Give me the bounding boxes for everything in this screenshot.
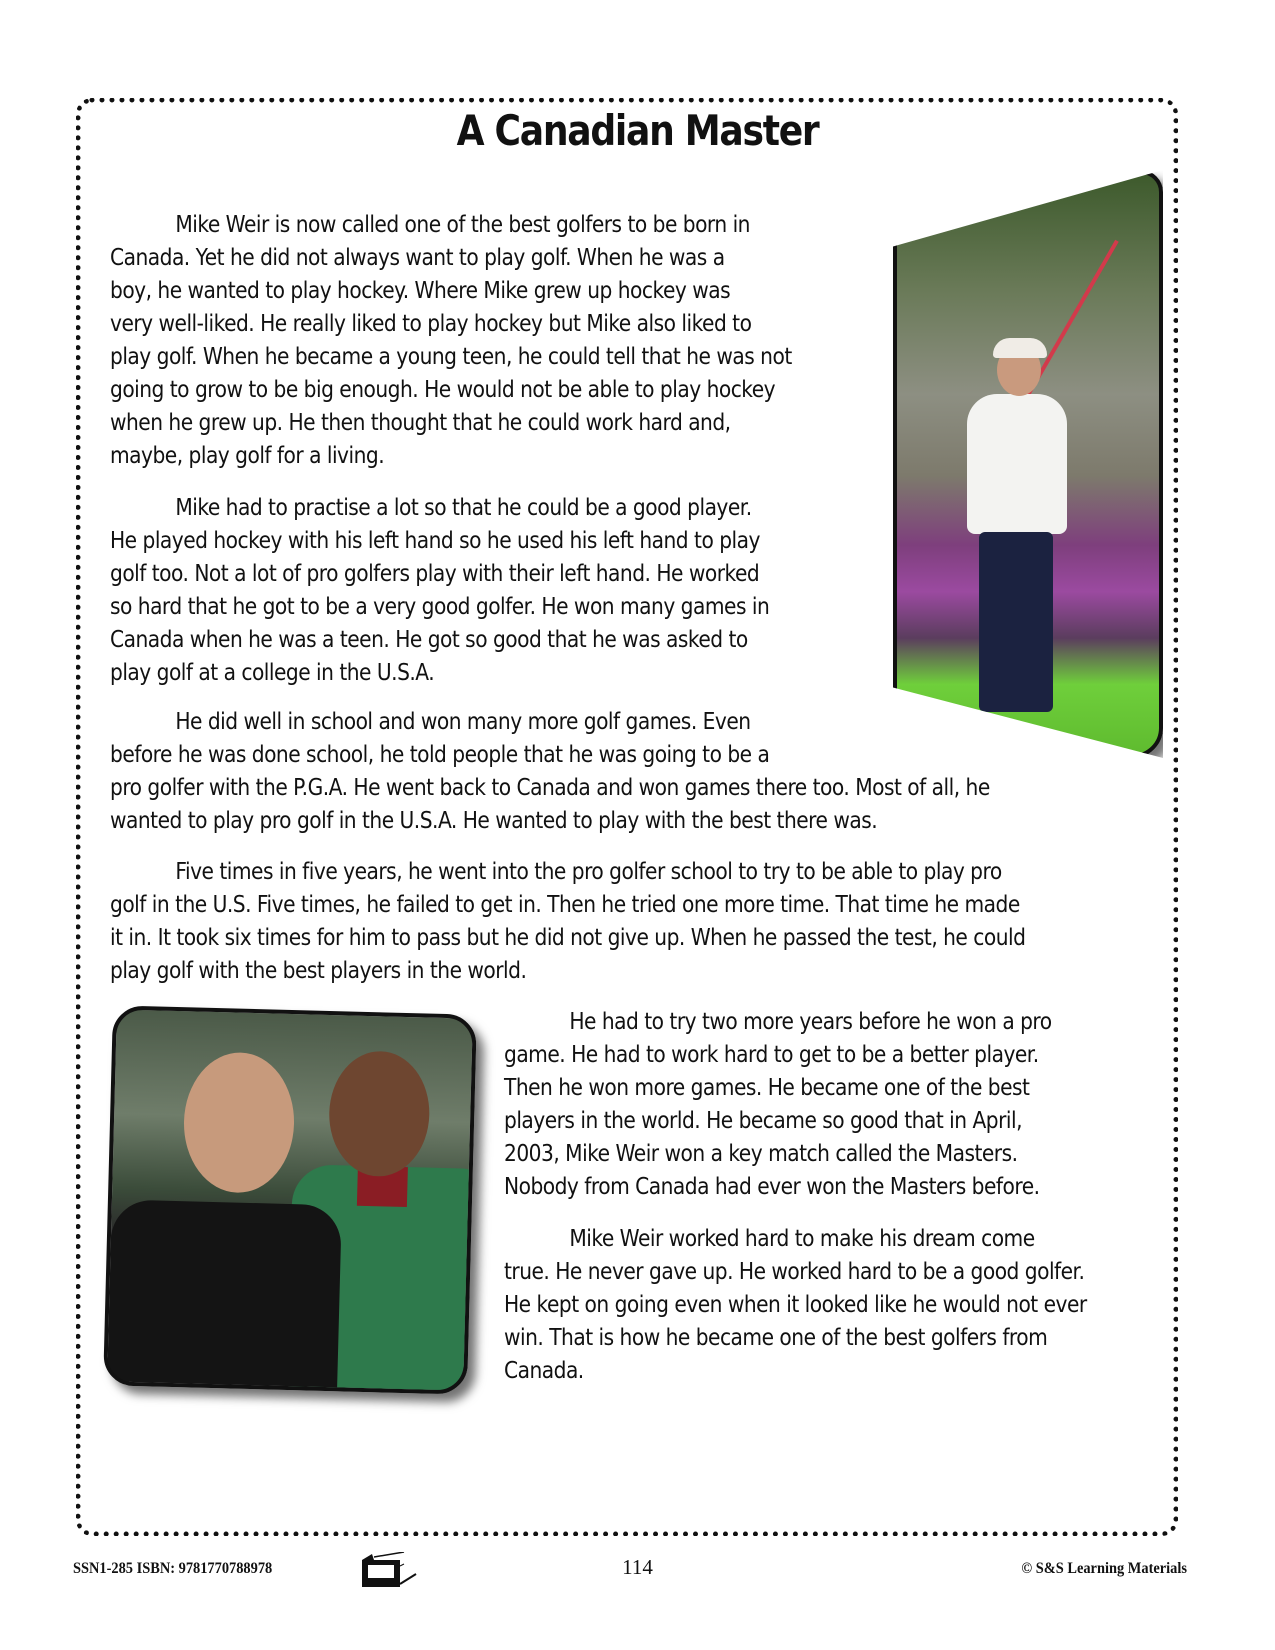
text-line: Canada. Yet he did not always want to play golf. When he was a	[110, 243, 725, 271]
text-line: play golf at a college in the U.S.A.	[110, 658, 435, 686]
text-line: maybe, play golf for a living.	[110, 441, 385, 469]
golfer-swing-photo	[893, 170, 1163, 758]
paragraph-2	[110, 491, 877, 689]
text-line: Mike Weir is now called one of the best golfers to be born in	[175, 210, 750, 238]
text-line: He played hockey with his left hand so he used his left hand to play	[110, 526, 760, 554]
golfer-shirt	[967, 394, 1067, 534]
text-line: players in the world. He became so good that in April,	[504, 1106, 1022, 1134]
text-line: before he was done school, he told people that he was going to be a	[110, 740, 770, 768]
paragraph-5	[504, 1005, 1141, 1203]
text-line: 2003, Mike Weir won a key match called the Masters.	[504, 1139, 1018, 1167]
masters-jacket-photo	[103, 1005, 477, 1394]
text-line: when he grew up. He then thought that he could work hard and,	[110, 408, 731, 436]
text-line: golf too. Not a lot of pro golfers play with their left hand. He worked	[110, 559, 760, 587]
golfer-cap	[993, 338, 1047, 358]
paragraph-4	[110, 855, 1174, 987]
text-line: play golf. When he became a young teen, he could tell that he was not	[110, 342, 792, 370]
text-line: wanted to play pro golf in the U.S.A. He wanted to play with the best there was.	[110, 806, 878, 834]
text-line: Mike had to practise a lot so that he could be a good player.	[175, 493, 752, 521]
text-line: He did well in school and won many more golf games. Even	[175, 707, 751, 735]
golfer-face-left	[182, 1051, 296, 1194]
page-title: A Canadian Master	[456, 106, 819, 155]
golfer-pants	[979, 532, 1053, 712]
text-line: Canada.	[504, 1356, 584, 1384]
text-line: it in. It took six times for him to pass but he did not give up. When he passed the test, he could	[110, 923, 1026, 951]
text-line: true. He never gave up. He worked hard to be a good golfer.	[504, 1257, 1085, 1285]
text-line: win. That is how he became one of the best golfers from	[504, 1323, 1048, 1351]
page-number: 114	[622, 1555, 653, 1579]
paragraph-6	[504, 1222, 1182, 1387]
text-line: play golf with the best players in the world.	[110, 956, 527, 984]
text-line: Nobody from Canada had ever won the Masters before.	[504, 1172, 1040, 1200]
text-line: He had to try two more years before he won a pro	[569, 1007, 1052, 1035]
text-line: golf in the U.S. Five times, he failed to get in. Then he tried one more time. That time he made	[110, 890, 1020, 918]
footer-isbn: SSN1-285 ISBN: 9781770788978	[73, 1560, 273, 1577]
text-line: Mike Weir worked hard to make his dream come	[569, 1224, 1035, 1252]
text-line: Then he won more games. He became one of the best	[504, 1073, 1030, 1101]
text-line: boy, he wanted to play hockey. Where Mike grew up hockey was	[110, 276, 731, 304]
text-line: pro golfer with the P.G.A. He went back to Canada and won games there too. Most of all, he	[110, 773, 990, 801]
paragraph-1	[110, 208, 903, 472]
black-shirt	[107, 1199, 342, 1394]
text-line: very well-liked. He really liked to play hockey but Mike also liked to	[110, 309, 752, 337]
text-line: Five times in five years, he went into the pro golfer school to try to be able to play pro	[175, 857, 1002, 885]
text-line: going to grow to be big enough. He would not be able to play hockey	[110, 375, 776, 403]
text-line: so hard that he got to be a very good golfer. He won many games in	[110, 592, 770, 620]
paragraph-3	[110, 705, 1133, 837]
footer-copyright: © S&S Learning Materials	[1021, 1560, 1187, 1577]
text-line: game. He had to work hard to get to be a better player.	[504, 1040, 1039, 1068]
text-line: He kept on going even when it looked like he would not ever	[504, 1290, 1087, 1318]
text-line: Canada when he was a teen. He got so good that he was asked to	[110, 625, 748, 653]
golfer-face-right	[328, 1050, 431, 1178]
